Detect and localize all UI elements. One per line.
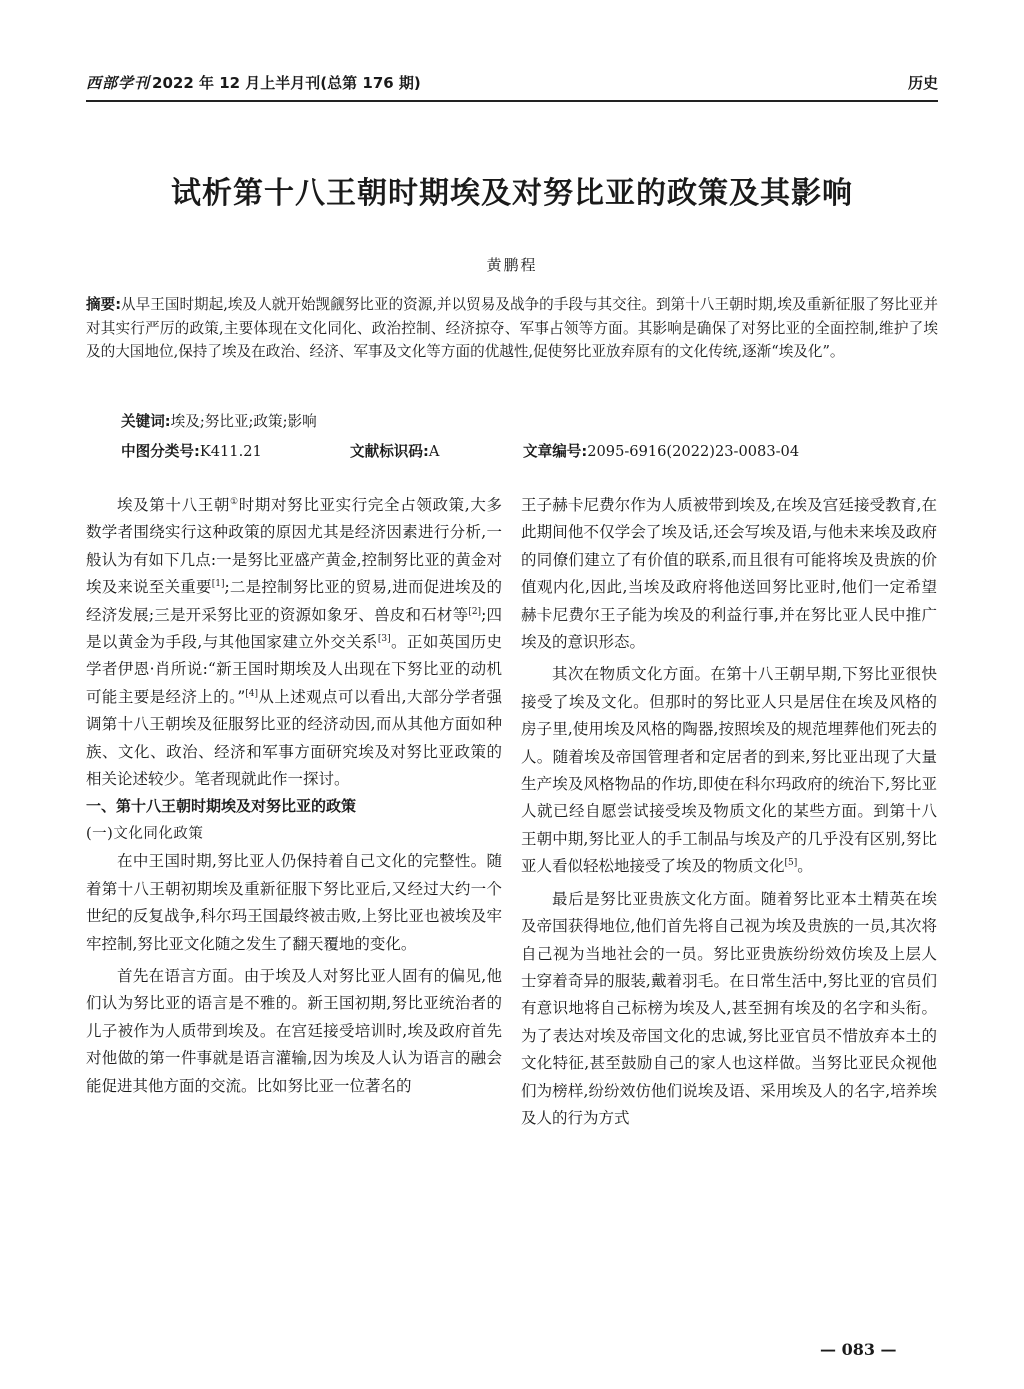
citation-ref: [3] <box>377 634 391 645</box>
keywords <box>121 410 317 433</box>
footnote-marker: ① <box>230 497 239 507</box>
left-column <box>86 492 502 1100</box>
citation-ref: [4] <box>245 688 259 699</box>
body-paragraph: 埃及第十八王朝①时期对努比亚实行完全占领政策,大多数学者围绕实行这种政策的原因尤其是经济因素进行分析,一般认为有如下几点:一是努比亚盛产黄金,控制努比亚的黄金对埃及来说至关重要[1];二是控制努比亚的贸易,进而促进埃及的经济发展;三是开采努比亚的资源如象牙、兽皮和石材等[2];四是以黄金为手段,与其他国家建立外交关系[3]。正如英国历史学者伊恩·肖所说:“新王国时期埃及人出现在下努比亚的动机可能主要是经济上的。”[4]从上述观点可以看出,大部分学者强调第十八王朝埃及征服努比亚的经济动因,而从其他方面如种族、文化、政治、经济和军事方面研究埃及对努比亚政策的相关论述较少。笔者现就此作一探讨。 <box>86 496 502 789</box>
document-code: 文献标识码:A <box>350 443 440 460</box>
journal-logo: 西部学刊 <box>86 74 151 92</box>
section-heading: 一、第十八王朝时期埃及对努比亚的政策 <box>86 797 357 816</box>
author-name: 黄鹏程 <box>486 256 538 274</box>
citation-ref: [5] <box>784 858 798 869</box>
body-paragraph: 在中王国时期,努比亚人仍保持着自己文化的完整性。随着第十八王朝初期埃及重新征服下努比亚后,又经过大约一个世纪的反复战争,科尔玛王国最终被击败,上努比亚也被埃及牢牢控制,努比亚文化随之发生了翻天覆地的变化。 <box>86 852 502 953</box>
section-name: 历史 <box>907 74 938 92</box>
issue-info: 2022 年 12 月上半月刊(总第 176 期) <box>152 74 421 92</box>
citation-ref: [1] <box>211 579 225 590</box>
citation-ref: [2] <box>468 606 482 617</box>
right-column <box>521 492 937 1132</box>
body-paragraph: 最后是努比亚贵族文化方面。随着努比亚本土精英在埃及帝国获得地位,他们首先将自己视为埃及贵族的一员,其次将自己视为当地社会的一员。努比亚贵族纷纷效仿埃及上层人士穿着奇异的服装,戴着羽毛。在日常生活中,努比亚的官员们有意识地将自己标榜为埃及人,甚至拥有埃及的名字和头衔。为了表达对埃及帝国文化的忠诚,努比亚官员不惜放弃本土的文化特征,甚至鼓励自己的家人也这样做。当努比亚民众视他们为榜样,纷纷效仿他们说埃及语、采用埃及人的名字,培养埃及人的行为方式 <box>521 889 937 1127</box>
running-header <box>86 70 938 102</box>
subsection-heading: (一)文化同化政策 <box>86 825 204 842</box>
body-paragraph: 首先在语言方面。由于埃及人对努比亚人固有的偏见,他们认为努比亚的语言是不雅的。新王国初期,努比亚统治者的儿子被作为人质带到埃及。在宫廷接受培训时,埃及政府首先对他做的第一件事就是语言灌输,因为埃及人认为语言的融会能促进其他方面的交流。比如努比亚一位著名的 <box>86 966 502 1095</box>
page-number: — 083 — <box>820 1340 897 1359</box>
abstract-text: 从早王国时期起,埃及人就开始觊觎努比亚的资源,并以贸易及战争的手段与其交往。到第十八王朝时期,埃及重新征服了努比亚并对其实行严厉的政策,主要体现在文化同化、政治控制、经济掠夺、军事占领等方面。其影响是确保了对努比亚的全面控制,维护了埃及的大国地位,保持了埃及在政治、经济、军事及文化等方面的优越性,促使努比亚放弃原有的文化传统,逐渐“埃及化”。 <box>86 296 939 361</box>
body-paragraph: 王子赫卡尼费尔作为人质被带到埃及,在埃及宫廷接受教育,在此期间他不仅学会了埃及话,还会写埃及语,与他未来埃及政府的同僚们建立了有价值的联系,而且很有可能将埃及贵族的价值观内化,因此,当埃及政府将他送回努比亚时,他们一定希望赫卡尼费尔王子能为埃及的利益行事,并在努比亚人民中推广埃及的意识形态。 <box>521 496 937 652</box>
clc-code: 中图分类号:K411.21 <box>121 443 262 460</box>
classification-line <box>121 440 938 463</box>
article-number: 文章编号:2095-6916(2022)23-0083-04 <box>523 443 800 460</box>
abstract <box>86 293 938 364</box>
article-title: 试析第十八王朝时期埃及对努比亚的政策及其影响 <box>171 176 853 211</box>
abstract-label: 摘要: <box>86 296 122 313</box>
keywords-label: 关键词: <box>121 413 171 430</box>
journal-issue <box>86 70 421 96</box>
keywords-text: 埃及;努比亚;政策;影响 <box>170 413 317 430</box>
body-paragraph: 其次在物质文化方面。在第十八王朝早期,下努比亚很快接受了埃及文化。但那时的努比亚人只是居住在埃及风格的房子里,使用埃及风格的陶器,按照埃及的规范埋葬他们死去的人。随着埃及帝国管理者和定居者的到来,努比亚出现了大量生产埃及风格物品的作坊,即使在科尔玛政府的统治下,努比亚人就已经自愿尝试接受埃及物质文化的某些方面。到第十八王朝中期,努比亚人的手工制品与埃及产的几乎没有区别,努比亚人看似轻松地接受了埃及的物质文化[5]。 <box>521 665 937 876</box>
